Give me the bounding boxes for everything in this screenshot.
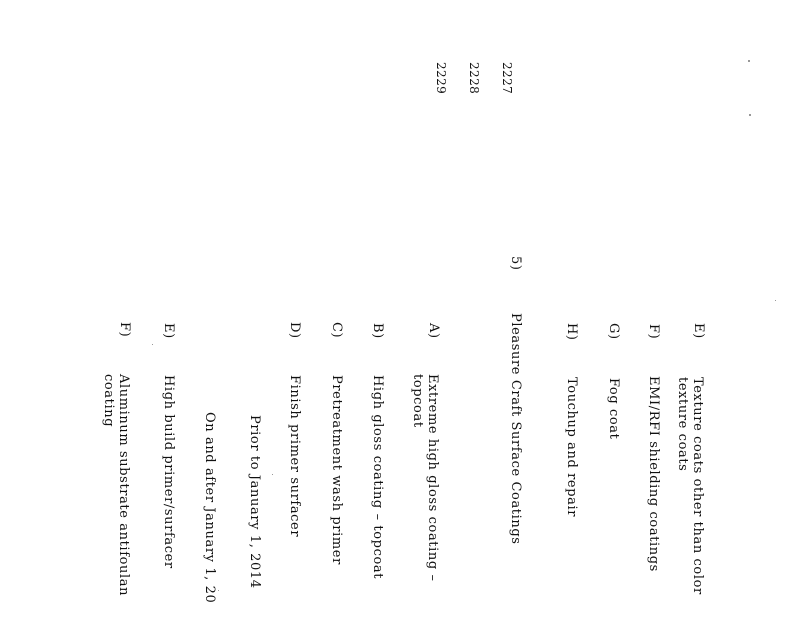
prev-item-f-letter: F) bbox=[646, 324, 661, 340]
prev-item-e-letter: E) bbox=[691, 323, 706, 339]
item-b-letter: B) bbox=[370, 323, 385, 339]
scan-speck bbox=[775, 300, 776, 301]
item-d-text: Finish primer surfacer bbox=[287, 375, 302, 538]
item-d-sub-after: On and after January 1, 20 bbox=[202, 412, 217, 604]
item-c-letter: C) bbox=[329, 322, 344, 339]
prev-item-g-text: Fog coat bbox=[606, 378, 621, 440]
section-number: 5) bbox=[508, 256, 523, 271]
line-number: 2228 bbox=[467, 62, 481, 95]
line-number: 2227 bbox=[500, 62, 514, 95]
item-d-sub-prior: Prior to January 1, 2014 bbox=[247, 415, 262, 589]
item-b-text: High gloss coating – topcoat bbox=[370, 375, 385, 580]
item-c-text: Pretreatment wash primer bbox=[329, 375, 344, 565]
item-e-letter: E) bbox=[161, 323, 176, 339]
scan-speck bbox=[272, 474, 273, 475]
section-title: Pleasure Craft Surface Coatings bbox=[508, 313, 523, 545]
item-d-letter: D) bbox=[287, 322, 302, 339]
line-numbers bbox=[413, 62, 534, 94]
item-f-letter: F) bbox=[117, 322, 132, 338]
prev-item-h-text: Touchup and repair bbox=[564, 377, 579, 518]
item-e-text: High build primer/surfacer bbox=[161, 375, 176, 569]
prev-item-f-text: EMI/RFI shielding coatings bbox=[646, 376, 661, 572]
prev-item-h-letter: H) bbox=[564, 323, 579, 341]
item-a-letter: A) bbox=[426, 323, 441, 339]
scan-speck bbox=[152, 344, 153, 345]
prev-item-g-letter: G) bbox=[606, 323, 621, 340]
scan-speck bbox=[748, 60, 750, 62]
prev-item-e-text: Texture coats other than color texture coats bbox=[675, 377, 705, 595]
scan-speck bbox=[749, 114, 751, 116]
scan-speck bbox=[218, 590, 219, 591]
item-a-text: Extreme high gloss coating – topcoat bbox=[410, 374, 440, 582]
item-f-text: Aluminum substrate antifoulan coating bbox=[101, 374, 131, 597]
line-number: 2229 bbox=[434, 62, 448, 95]
